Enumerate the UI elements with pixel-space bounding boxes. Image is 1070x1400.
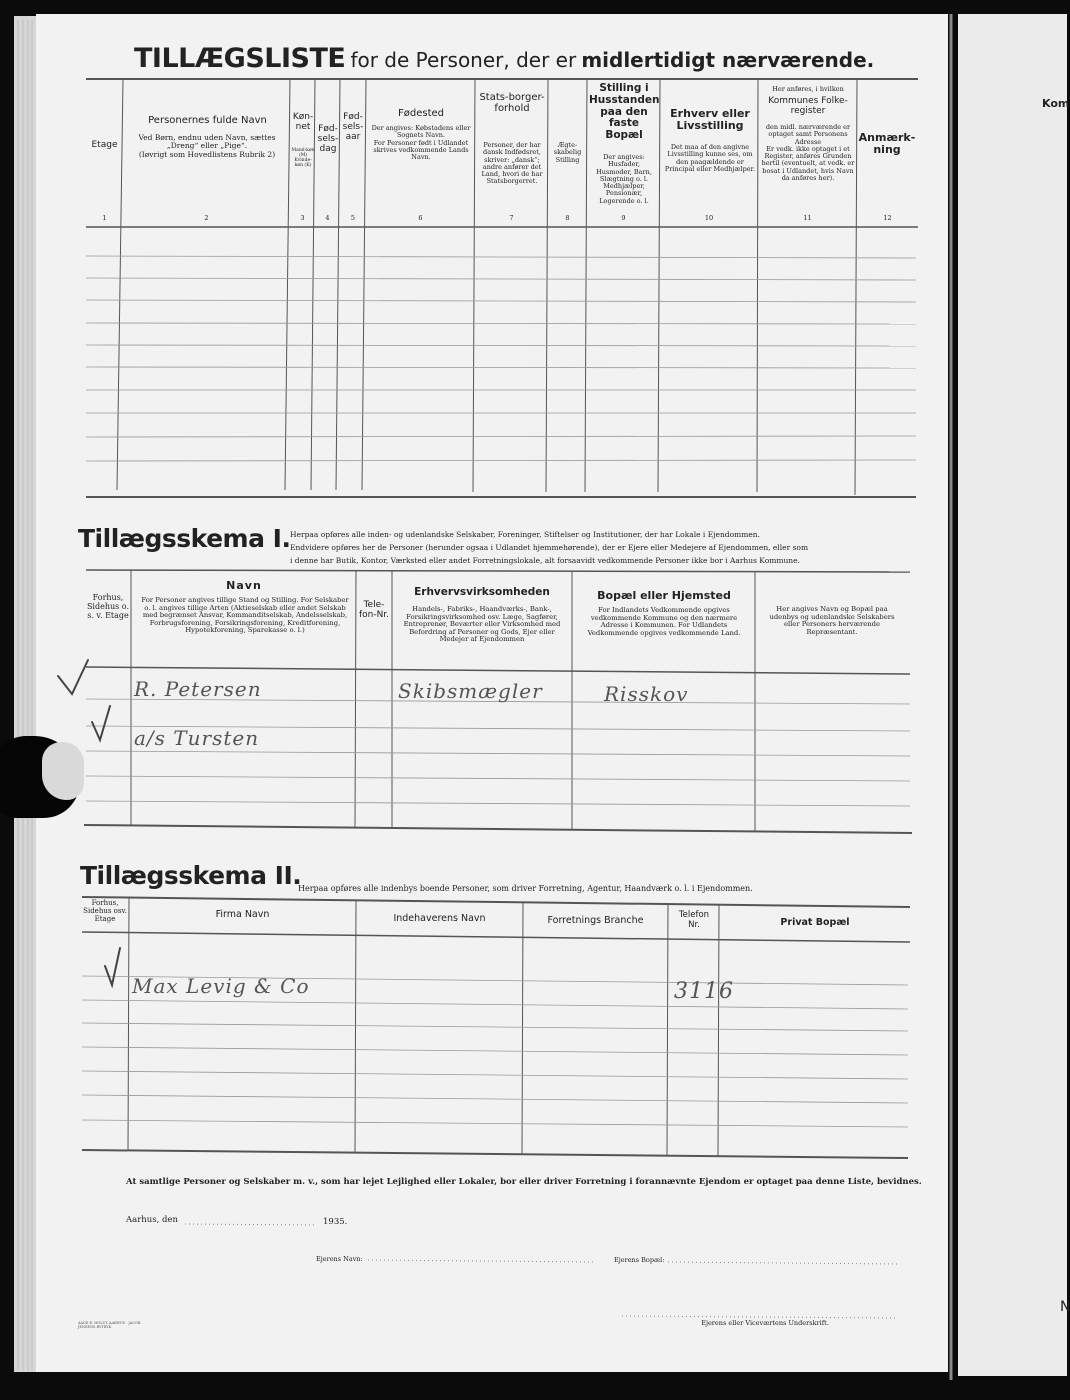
skema1-hw-name1: R. Petersen [134, 677, 262, 701]
skema1-col-repr: Her angives Navn og Bopæl paa udenbys og udenlandske Selskabers eller Personers herværende Repræsentant. [769, 605, 895, 636]
t1-num: 2 [204, 214, 209, 222]
skema2-col-branche: Forretnings Branche [547, 915, 644, 926]
t1-num: 5 [350, 214, 356, 222]
skema1-col-telefon: Tele-fon-Nr. [358, 600, 390, 621]
skema1-hw-name2: a/s Tursten [134, 726, 260, 750]
skema1-col-bopael: Bopæl eller Hjemsted [597, 589, 731, 602]
skema1-desc-3: i denne har Butik, Kontor, Værksted eller andet Forretningslokale, alt forsaavidt vedkommende Personer ikke bor i Aarhus Kommune. [290, 556, 800, 565]
t1-col-etage: Etage [91, 140, 118, 150]
skema2-desc: Herpaa opføres alle indenbys boende Personer, som driver Forretning, Agentur, Haandværk o. l. i Ejendommen. [298, 884, 753, 893]
skema1-desc-1: Herpaa opføres alle inden- og udenlandske Selskaber, Foreninger, Stiftelser og Institutioner, der har Lokale i Ejendommen. [290, 530, 760, 539]
t1-col-konnet: Køn-net [292, 112, 314, 133]
t1-col-fodselsaar: Fød-sels-aar [342, 112, 364, 143]
t1-num: 4 [325, 214, 330, 222]
footer-signature: Ejerens eller Viceværtens Underskrift. [701, 1319, 829, 1327]
skema2-col-etage: Forhus, Sidehus osv. Etage [83, 899, 127, 923]
footer-place: Aarhus, den [126, 1215, 178, 1225]
skema1-title: Tillægsskema I. [78, 524, 291, 553]
t1-col-fodested-sub: Der angives: Købstadens eller Sognets Navn. For Personer født i Udlandet skrives vedkommende Lands Navn. [371, 124, 471, 162]
skema2-col-indehaver: Indehaverens Navn [393, 913, 486, 924]
t1-col-anmaerkning: Anmærk-ning [858, 131, 916, 157]
skema1-hw-bopael: Risskov [604, 682, 689, 706]
t1-num: 9 [621, 214, 626, 222]
skema1-col-navn-sub: For Personer angives tillige Stand og Stilling. For Selskaber o. l. angives tillige Arten (Aktieselskab eller andet Selskab med begrænset Ansvar, Kommanditselskab, Andelsselskab, Forbrugsforening, Forsikringsforening, Kreditforening, Hypotekforening, Sparekasse o. l.) [141, 596, 349, 635]
footer-year: 1935. [323, 1217, 348, 1227]
skema1-col-bopael-sub: For Indlandets Vedkommende opgives vedkommende Kommune og den nærmere Adresse i Kommunen. For Udlandets Vedkommende opgives vedkommende Land. [587, 606, 741, 637]
form-title [134, 44, 894, 74]
t1-num: 11 [803, 214, 812, 222]
skema1-col-etage: Forhus, Sidehus o. s. v. Etage [86, 593, 130, 620]
footer-owner-name: Ejerens Navn: [316, 1255, 363, 1263]
skema2-col-telefon: Telefon Nr. [678, 910, 710, 930]
t1-col-erhverv-sub: Det maa af den angivne Livsstilling kunne ses, om den paagældende er Principal eller Medhjælper. [664, 143, 756, 173]
thumb-nail-shape [42, 742, 84, 800]
t1-num: 10 [704, 214, 714, 222]
t1-col-register-sub: den midl. nærværende er optaget samt Personens Adresse Er vedk. ikke optaget i et Register, anføres Grunden hertil (eventuelt, at vedk. er bosat i Udlandet, hvis Navn da anføres her). [761, 123, 855, 182]
footer-owner-address: Ejerens Bopæl: [614, 1256, 665, 1264]
title-rest: for de Personer, der er [350, 48, 577, 72]
t1-col-fodested: Fødested [397, 108, 444, 119]
footer-statement: At samtlige Personer og Selskaber m. v., som har lejet Lejlighed eller Lokaler, bor eller driver Forretning i forannævnte Ejendom er optaget paa denne Liste, bevidnes. [126, 1177, 922, 1187]
skema1-col-navn: Navn [226, 579, 262, 592]
skema2-hw-telefon: 3116 [674, 979, 734, 1004]
t1-col-statsborger: Stats-borger-forhold [479, 92, 545, 115]
t1-col-fodselsdag: Fød-sels-dag [317, 124, 339, 155]
t1-col-aegteskab: Ægte-skabelig Stilling [553, 141, 582, 164]
t1-col-statsborger-sub: Personer, der har dansk Indfødsret, skriver: „dansk“; andre anfører det Land, hvori de har Statsborgerret. [481, 141, 543, 186]
skema2-col-firma: Firma Navn [215, 909, 270, 920]
skema2-hw-firma: Max Levig & Co [132, 974, 310, 998]
t1-num: 1 [102, 214, 107, 222]
t1-col-stilling-sub: Der angives: Husfader, Husmoder, Barn, Slægtning o. l. Medhjælper, Pensionær, Logerende o. l. [596, 153, 652, 205]
skema1-desc-2: Endvidere opføres her de Personer (herunder ogsaa i Udlandet hjemmehørende), der er Ejere eller Medejere af Ejendommen, eller som [290, 543, 809, 552]
right-page-n-label: N [1060, 1299, 1070, 1315]
title-bold: TILLÆGSLISTE [134, 43, 346, 74]
t1-col-register: Kommunes Folke-register [768, 96, 848, 117]
t1-col-navn: Personernes fulde Navn [148, 115, 267, 126]
t1-num: 6 [418, 214, 423, 222]
skema1-col-erhverv-sub: Handels-, Fabriks-, Haandværks-, Bank-, Forsikringsvirksomhed osv. Læge, Sagfører, Entreprenør, Beværter eller Virksomhed med Befordring af Personer og Gods, Ejer eller Medejer af Ejendommen [403, 605, 561, 644]
skema1-hw-erhverv: Skibsmægler [398, 679, 543, 703]
t1-col-register-pre: Her anføres, i hvilken [772, 85, 844, 93]
t1-col-navn-sub: Ved Børn, endnu uden Navn, sættes „Dreng“ eller „Pige“. (Iøvrigt som Hovedlistens Rubrik 2) [138, 133, 276, 159]
t1-col-erhverv: Erhverv eller Livsstilling [670, 107, 750, 133]
skema2-title: Tillægsskema II. [80, 861, 302, 890]
t1-num: 12 [883, 214, 892, 222]
title-bold2: midlertidigt nærværende. [581, 48, 875, 72]
t1-num: 8 [565, 214, 570, 222]
footer-printer: AAGE E. HOLST, AARHUS · JACOB JENSENS BYTRYK [78, 1321, 141, 1329]
right-page-kom-label: Kom [1042, 97, 1070, 110]
t1-num: 3 [300, 214, 305, 222]
skema1-col-erhverv: Erhvervsvirksomheden [414, 586, 550, 598]
t1-num: 7 [509, 214, 514, 222]
t1-col-stilling: Stilling i Husstanden paa den faste Bopæl [589, 82, 660, 141]
t1-col-konnet-sub: Mand-køn (M) Kvinde-køn (K) [291, 148, 315, 169]
skema2-col-bopael: Privat Bopæl [780, 917, 850, 928]
